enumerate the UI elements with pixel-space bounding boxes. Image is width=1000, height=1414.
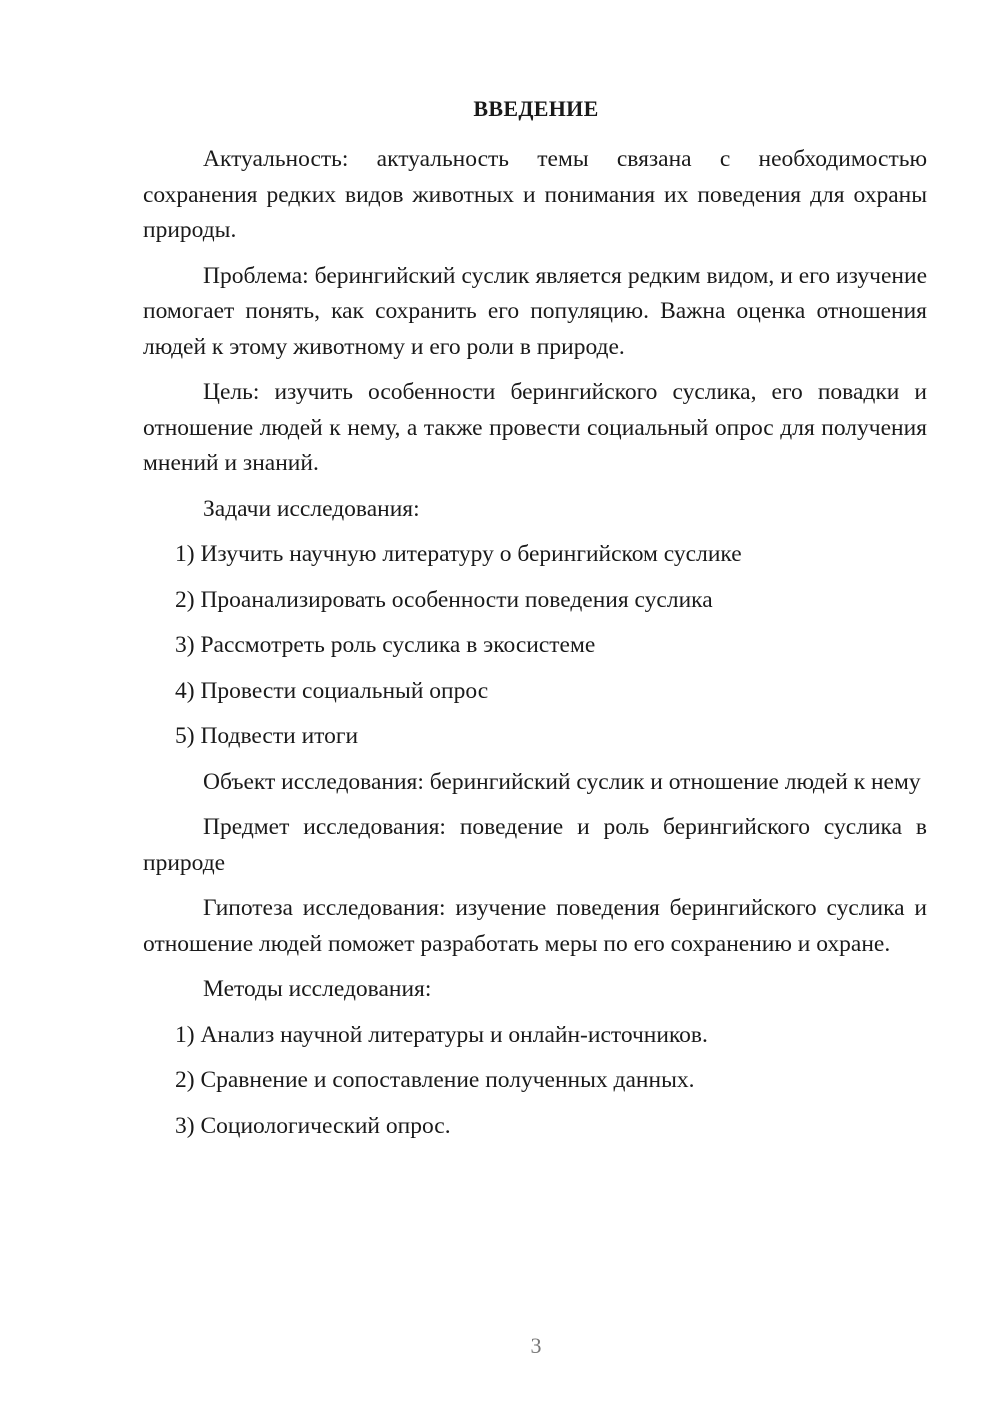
page-title: ВВЕДЕНИЕ	[473, 96, 599, 121]
problem-paragraph: Проблема: берингийский суслик является редким видом, и его изучение помогает понять, как сохранить его популяцию. Важна оценка отношения людей к этому животному и его роли в природе.	[143, 262, 927, 360]
document-body	[143, 142, 927, 1154]
hypothesis-paragraph: Гипотеза исследования: изучение поведения берингийского суслика и отношение людей поможет разработать меры по его сохранению и охране.	[143, 895, 927, 957]
goal-paragraph: Цель: изучить особенности берингийского суслика, его повадки и отношение людей к нему, а также провести социальный опрос для получения мнений и знаний.	[143, 379, 927, 476]
method-item: 3) Социологический опрос.	[175, 1112, 451, 1139]
method-item: 1) Анализ научной литературы и онлайн-источников.	[175, 1021, 708, 1048]
relevance-paragraph: Актуальность: актуальность темы связана с необходимостью сохранения редких видов животных и понимания их поведения для охраны природы.	[143, 146, 927, 243]
task-item: 1) Изучить научную литературу о берингийском суслике	[175, 541, 742, 567]
object-paragraph: Объект исследования: берингийский суслик и отношение людей к нему	[203, 768, 921, 795]
task-item: 5) Подвести итоги	[175, 723, 359, 749]
subject-paragraph: Предмет исследования: поведение и роль берингийского суслика в природе	[143, 814, 927, 876]
task-item: 2) Проанализировать особенности поведения суслика	[175, 586, 713, 613]
task-item: 4) Провести социальный опрос	[175, 677, 489, 704]
method-item: 2) Сравнение и сопоставление полученных данных.	[175, 1067, 695, 1093]
methods-heading: Методы исследования:	[203, 976, 432, 1002]
tasks-heading: Задачи исследования:	[203, 495, 420, 522]
task-item: 3) Рассмотреть роль суслика в экосистеме	[175, 632, 596, 658]
page-number: 3	[530, 1333, 542, 1358]
